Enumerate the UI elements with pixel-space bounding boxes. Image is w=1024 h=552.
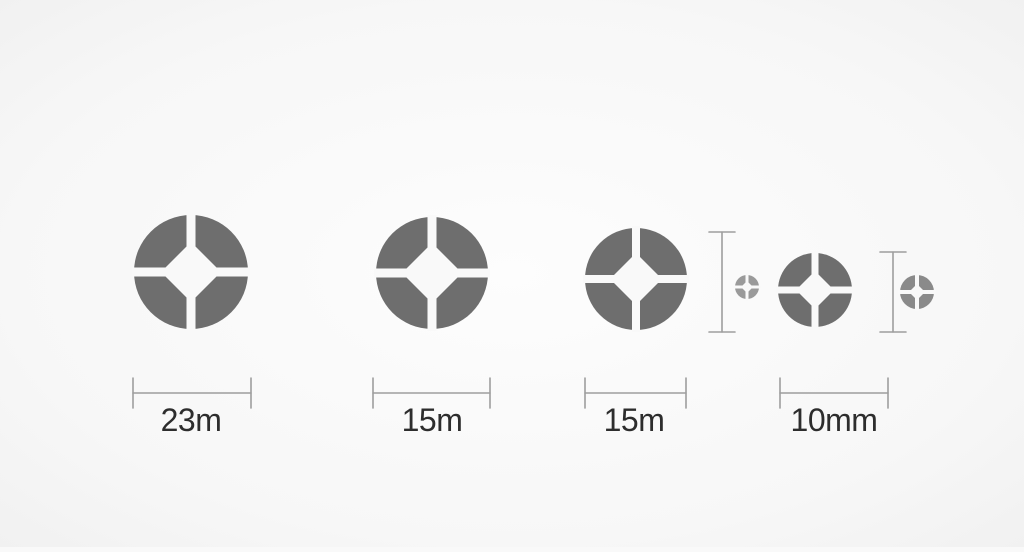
cross-circle-symbol-1 bbox=[132, 213, 250, 331]
cross-circle-symbol-4 bbox=[776, 251, 854, 329]
size-label-4: 10mm bbox=[790, 402, 878, 438]
cross-circle-symbol-2 bbox=[374, 215, 490, 331]
cross-circle-symbol-3 bbox=[583, 226, 689, 332]
size-label-2: 15m bbox=[401, 402, 463, 438]
size-label-3: 15m bbox=[603, 402, 665, 438]
size-label-1: 23m bbox=[160, 402, 222, 438]
tiny-cross-circle-symbol bbox=[898, 273, 936, 311]
small-cross-circle-symbol bbox=[733, 273, 761, 301]
